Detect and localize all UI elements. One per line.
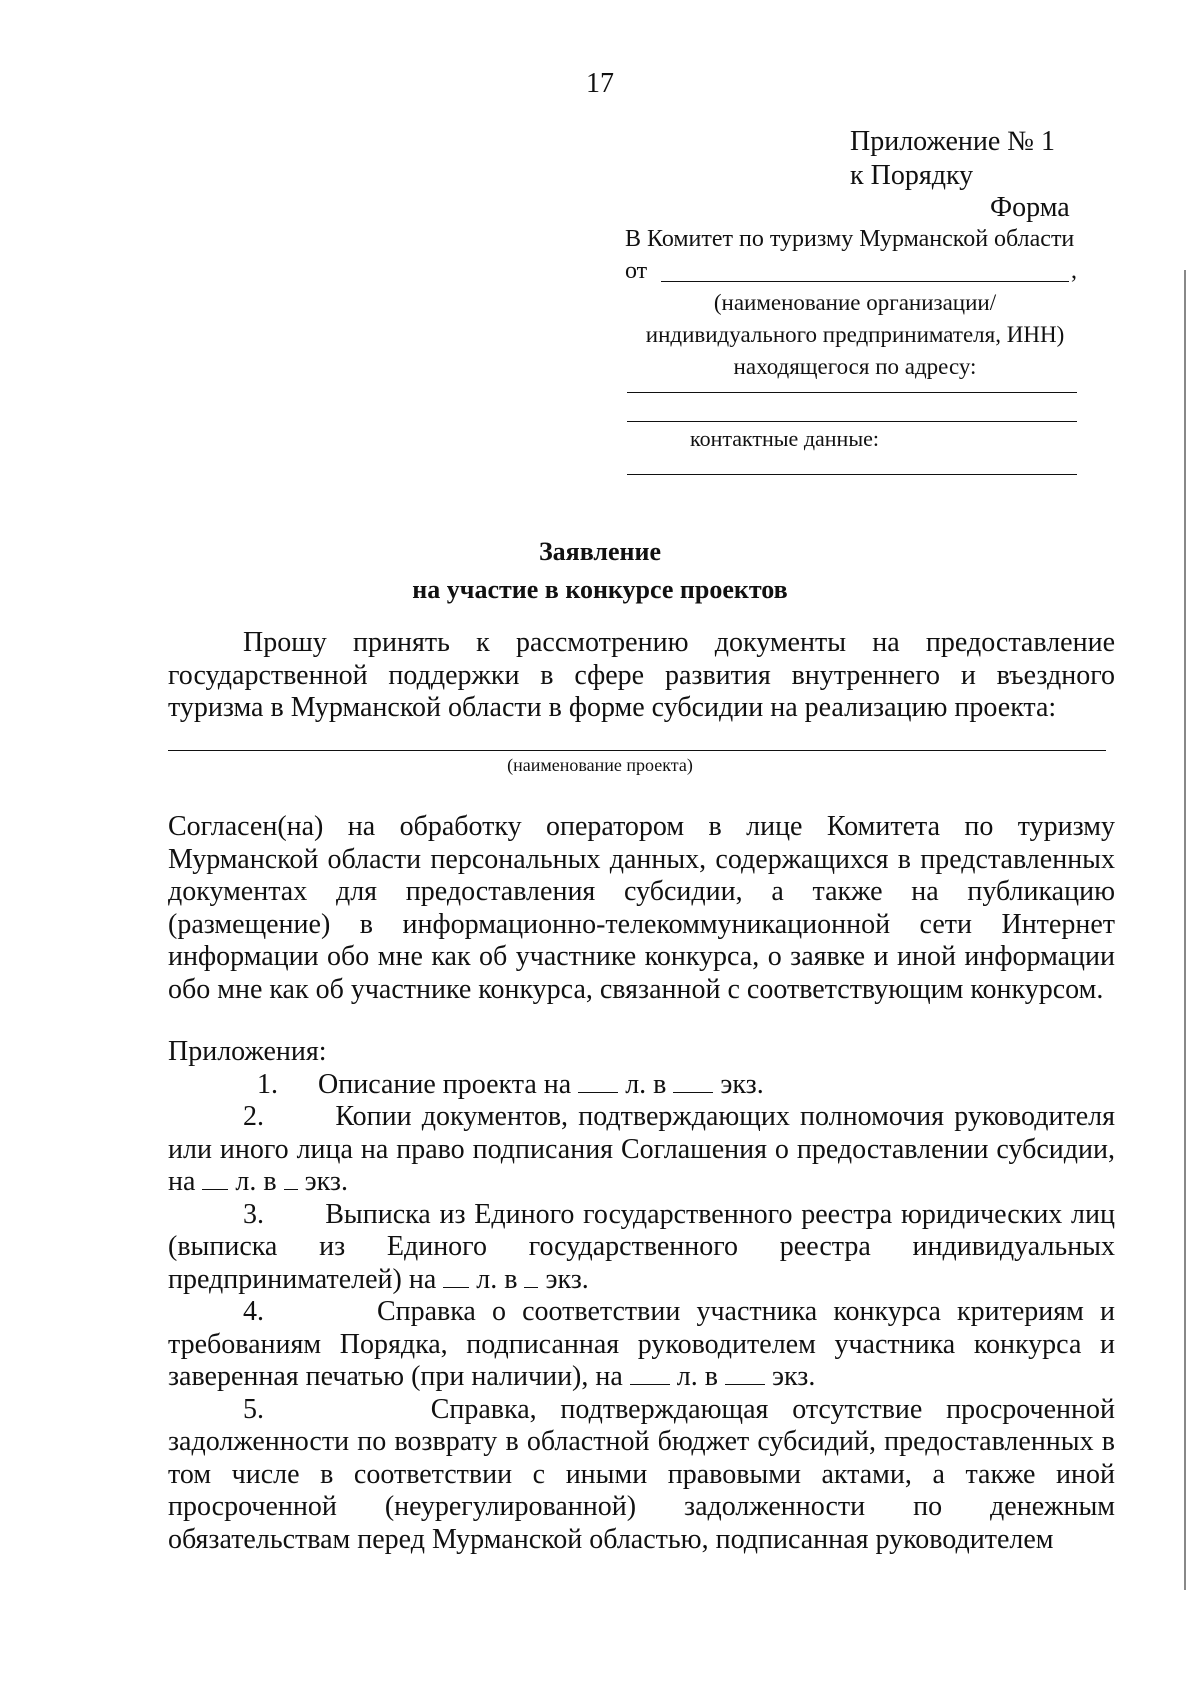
consent-paragraph: Согласен(на) на обработку оператором в лице Комитета по туризму Мурманской области персональных данных, содержащихся в представленных документах для предоставления субсидии, а также на публикацию (размещение) в информационно-телекоммуникационной сети Интернет информации обо мне как об участнике конкурса, о заявке и иной информации обо мне как об участнике конкурса, связанной с соответствующим конкурсом. [168, 811, 1115, 1005]
annex-line-2: к Порядку [850, 160, 974, 191]
attachment-text: Копии документов, подтверждающих полномочия руководителя или иного лица на право подписания Соглашения о предоставлении субсидии, на [168, 1101, 1115, 1197]
from-prefix: от [625, 258, 648, 284]
title-line-1: Заявление [538, 537, 662, 566]
attachment-item-5 [168, 1394, 1115, 1557]
copies-blank [524, 1265, 538, 1288]
scan-edge-line [1184, 270, 1186, 1590]
from-row [625, 255, 1085, 287]
pages-blank [578, 1070, 618, 1093]
page-number: 17 [586, 68, 614, 99]
document-title [0, 533, 1200, 609]
contacts-line [627, 474, 1077, 475]
org-caption-1: (наименование организации/ [713, 290, 997, 315]
address-line-2 [627, 421, 1077, 422]
attachment-text-c: экз. [304, 1166, 348, 1197]
pages-blank [202, 1167, 228, 1190]
addressee: В Комитет по туризму Мурманской области [625, 226, 1075, 252]
copies-blank [284, 1167, 298, 1190]
request-paragraph: Прошу принять к рассмотрению документы на предоставление государственной поддержки в сфере развития внутреннего и въездного туризма в Мурманской области в форме субсидии на реализацию проекта: [168, 627, 1115, 723]
attachment-number: 1. [257, 1068, 278, 1100]
project-name-line [168, 750, 1106, 751]
title-line-2: на участие в конкурсе проектов [412, 575, 788, 604]
copies-blank [725, 1362, 765, 1385]
attachment-text: Выписка из Единого государственного реестра юридических лиц (выписка из Единого государственного реестра индивидуальных предпринимателей) на [168, 1198, 1115, 1295]
attachment-text-b: л. в [625, 1068, 667, 1100]
attachment-number: 3. [243, 1198, 264, 1230]
attachment-text-c: экз. [772, 1361, 816, 1392]
attachment-number: 5. [243, 1393, 264, 1425]
attachment-text: Справка о соответствии участника конкурса критериям и требованиям Порядка, подписанная руководителем участника конкурса и заверенная печатью (при наличии), на [168, 1296, 1116, 1392]
org-caption-2: индивидуального предпринимателя, ИНН) [645, 322, 1065, 347]
pages-blank [443, 1265, 469, 1288]
attachment-text [318, 1069, 764, 1102]
contacts-label: контактные данные: [690, 426, 879, 451]
address-line-1 [627, 392, 1077, 393]
attachment-text-c: экз. [545, 1263, 589, 1295]
from-comma: , [1071, 258, 1077, 284]
attachment-item-3 [168, 1199, 1115, 1297]
attachment-item-1 [168, 1069, 1115, 1102]
annex-header [850, 125, 1055, 193]
attachments-section [168, 1036, 1115, 1556]
attachment-item-2 [168, 1101, 1115, 1199]
attachment-text-c: экз. [720, 1068, 764, 1100]
project-caption: (наименование проекта) [507, 755, 693, 775]
pages-blank [630, 1362, 670, 1385]
attachment-number: 2. [243, 1101, 264, 1132]
form-label: Форма [990, 192, 1070, 223]
attachment-text-b: л. в [235, 1166, 277, 1197]
address-block [625, 223, 1085, 383]
attachment-text-a: Описание проекта на [318, 1068, 572, 1100]
attachment-text-b: л. в [476, 1263, 518, 1295]
attachment-text-b: л. в [676, 1361, 718, 1392]
from-blank-line [661, 281, 1069, 282]
attachments-heading: Приложения: [168, 1036, 327, 1067]
annex-line-1: Приложение № 1 [850, 126, 1055, 157]
address-caption: находящегося по адресу: [733, 354, 977, 379]
attachment-number: 4. [243, 1296, 264, 1327]
attachment-text: Справка, подтверждающая отсутствие просроченной задолженности по возврату в областной бюджет субсидий, предоставленных в том числе в соответствии с иными правовыми актами, а также иной просроченной (неурегулированной) задолженности по денежным обязательствам перед Мурманской областью, подписанная руководителем [168, 1393, 1116, 1555]
attachment-item-4 [168, 1296, 1115, 1394]
copies-blank [673, 1070, 713, 1093]
